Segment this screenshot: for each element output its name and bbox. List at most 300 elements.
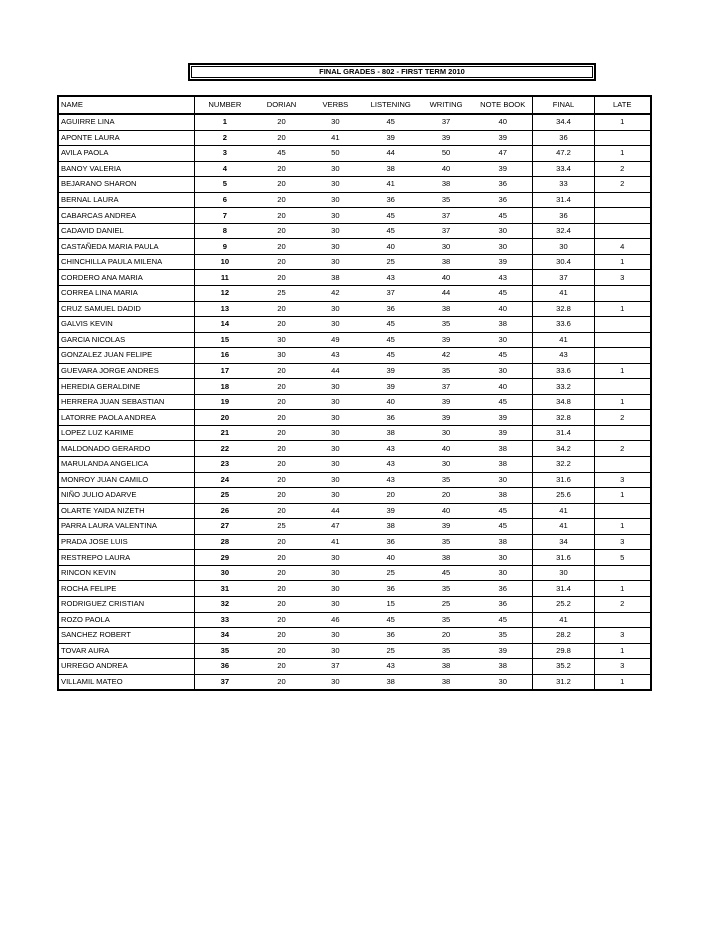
writing-score-cell: 35: [419, 581, 473, 597]
dorian-score-cell: 20: [255, 208, 309, 224]
dorian-score-cell: 20: [255, 130, 309, 146]
final-grade-cell: 31.4: [533, 581, 594, 597]
final-grade-cell: 31.6: [533, 472, 594, 488]
dorian-score-cell: 20: [255, 503, 309, 519]
listening-score-cell: 45: [362, 612, 419, 628]
final-grade-cell: 33: [533, 177, 594, 193]
student-name-cell: MONROY JUAN CAMILO: [58, 472, 195, 488]
listening-score-cell: 44: [362, 146, 419, 162]
listening-score-cell: 38: [362, 519, 419, 535]
student-number-cell: 20: [195, 410, 255, 426]
student-name-cell: CORDERO ANA MARIA: [58, 270, 195, 286]
table-row: [58, 286, 651, 302]
final-grade-cell: 36: [533, 208, 594, 224]
notebook-score-cell: 39: [473, 425, 533, 441]
table-row: [58, 254, 651, 270]
student-name-cell: RESTREPO LAURA: [58, 550, 195, 566]
late-count-cell: 3: [594, 534, 651, 550]
student-number-cell: 35: [195, 643, 255, 659]
final-grade-cell: 25.2: [533, 596, 594, 612]
table-row: [58, 332, 651, 348]
student-number-cell: 23: [195, 457, 255, 473]
late-count-cell: [594, 565, 651, 581]
student-number-cell: 24: [195, 472, 255, 488]
verbs-score-cell: 30: [308, 674, 362, 690]
listening-score-cell: 37: [362, 286, 419, 302]
student-name-cell: MARULANDA ANGELICA: [58, 457, 195, 473]
dorian-score-cell: 20: [255, 472, 309, 488]
final-grade-cell: 43: [533, 348, 594, 364]
student-name-cell: NIÑO JULIO ADARVE: [58, 488, 195, 504]
header-late: LATE: [594, 96, 651, 114]
late-count-cell: 5: [594, 550, 651, 566]
verbs-score-cell: 30: [308, 223, 362, 239]
final-grade-cell: 34.4: [533, 114, 594, 130]
final-grade-cell: 25.6: [533, 488, 594, 504]
verbs-score-cell: 30: [308, 254, 362, 270]
student-number-cell: 30: [195, 565, 255, 581]
late-count-cell: 4: [594, 239, 651, 255]
dorian-score-cell: 20: [255, 457, 309, 473]
table-row: [58, 612, 651, 628]
dorian-score-cell: 20: [255, 596, 309, 612]
final-grade-cell: 30: [533, 239, 594, 255]
verbs-score-cell: 46: [308, 612, 362, 628]
header-listening: LISTENING: [362, 96, 419, 114]
notebook-score-cell: 38: [473, 441, 533, 457]
late-count-cell: 1: [594, 674, 651, 690]
writing-score-cell: 39: [419, 130, 473, 146]
writing-score-cell: 37: [419, 223, 473, 239]
student-name-cell: ROZO PAOLA: [58, 612, 195, 628]
grades-table: [57, 95, 652, 691]
final-grade-cell: 31.6: [533, 550, 594, 566]
final-grade-cell: 41: [533, 503, 594, 519]
listening-score-cell: 43: [362, 457, 419, 473]
late-count-cell: 1: [594, 581, 651, 597]
writing-score-cell: 35: [419, 192, 473, 208]
writing-score-cell: 35: [419, 534, 473, 550]
final-grade-cell: 28.2: [533, 628, 594, 644]
writing-score-cell: 42: [419, 348, 473, 364]
listening-score-cell: 45: [362, 317, 419, 333]
table-row: [58, 410, 651, 426]
grades-body: [58, 114, 651, 690]
student-number-cell: 19: [195, 394, 255, 410]
student-name-cell: BERNAL LAURA: [58, 192, 195, 208]
writing-score-cell: 35: [419, 612, 473, 628]
grades-title: FINAL GRADES - 802 - FIRST TERM 2010: [188, 63, 596, 81]
writing-score-cell: 30: [419, 457, 473, 473]
student-name-cell: CADAVID DANIEL: [58, 223, 195, 239]
student-number-cell: 12: [195, 286, 255, 302]
late-count-cell: [594, 192, 651, 208]
table-row: [58, 596, 651, 612]
late-count-cell: 2: [594, 177, 651, 193]
verbs-score-cell: 44: [308, 503, 362, 519]
final-grade-cell: 41: [533, 286, 594, 302]
dorian-score-cell: 45: [255, 146, 309, 162]
listening-score-cell: 45: [362, 348, 419, 364]
dorian-score-cell: 20: [255, 565, 309, 581]
verbs-score-cell: 30: [308, 192, 362, 208]
student-number-cell: 9: [195, 239, 255, 255]
dorian-score-cell: 20: [255, 192, 309, 208]
student-name-cell: AGUIRRE LINA: [58, 114, 195, 130]
late-count-cell: [594, 286, 651, 302]
late-count-cell: [594, 130, 651, 146]
verbs-score-cell: 30: [308, 581, 362, 597]
listening-score-cell: 39: [362, 379, 419, 395]
table-row: [58, 348, 651, 364]
notebook-score-cell: 43: [473, 270, 533, 286]
table-row: [58, 457, 651, 473]
student-number-cell: 5: [195, 177, 255, 193]
writing-score-cell: 40: [419, 270, 473, 286]
header-verbs: VERBS: [308, 96, 362, 114]
listening-score-cell: 45: [362, 114, 419, 130]
dorian-score-cell: 20: [255, 379, 309, 395]
student-number-cell: 2: [195, 130, 255, 146]
table-row: [58, 534, 651, 550]
table-row: [58, 519, 651, 535]
listening-score-cell: 45: [362, 208, 419, 224]
table-row: [58, 441, 651, 457]
student-number-cell: 37: [195, 674, 255, 690]
table-row: [58, 565, 651, 581]
student-name-cell: PARRA LAURA VALENTINA: [58, 519, 195, 535]
notebook-score-cell: 36: [473, 596, 533, 612]
writing-score-cell: 40: [419, 441, 473, 457]
student-number-cell: 16: [195, 348, 255, 364]
final-grade-cell: 31.4: [533, 192, 594, 208]
verbs-score-cell: 42: [308, 286, 362, 302]
verbs-score-cell: 30: [308, 239, 362, 255]
notebook-score-cell: 45: [473, 208, 533, 224]
table-row: [58, 581, 651, 597]
final-grade-cell: 36: [533, 130, 594, 146]
late-count-cell: 2: [594, 161, 651, 177]
listening-score-cell: 25: [362, 254, 419, 270]
student-name-cell: LATORRE PAOLA ANDREA: [58, 410, 195, 426]
late-count-cell: 1: [594, 114, 651, 130]
verbs-score-cell: 38: [308, 270, 362, 286]
writing-score-cell: 35: [419, 472, 473, 488]
student-number-cell: 10: [195, 254, 255, 270]
dorian-score-cell: 20: [255, 441, 309, 457]
final-grade-cell: 34.8: [533, 394, 594, 410]
listening-score-cell: 38: [362, 425, 419, 441]
dorian-score-cell: 20: [255, 161, 309, 177]
late-count-cell: 3: [594, 628, 651, 644]
student-number-cell: 8: [195, 223, 255, 239]
writing-score-cell: 38: [419, 674, 473, 690]
dorian-score-cell: 20: [255, 488, 309, 504]
dorian-score-cell: 20: [255, 410, 309, 426]
writing-score-cell: 37: [419, 208, 473, 224]
student-number-cell: 4: [195, 161, 255, 177]
student-number-cell: 17: [195, 363, 255, 379]
student-name-cell: CHINCHILLA PAULA MILENA: [58, 254, 195, 270]
listening-score-cell: 20: [362, 488, 419, 504]
verbs-score-cell: 30: [308, 379, 362, 395]
listening-score-cell: 36: [362, 192, 419, 208]
late-count-cell: 2: [594, 410, 651, 426]
notebook-score-cell: 30: [473, 674, 533, 690]
student-name-cell: OLARTE YAIDA NIZETH: [58, 503, 195, 519]
final-grade-cell: 34.2: [533, 441, 594, 457]
listening-score-cell: 43: [362, 472, 419, 488]
dorian-score-cell: 20: [255, 270, 309, 286]
verbs-score-cell: 30: [308, 457, 362, 473]
writing-score-cell: 38: [419, 659, 473, 675]
final-grade-cell: 35.2: [533, 659, 594, 675]
dorian-score-cell: 20: [255, 177, 309, 193]
late-count-cell: 3: [594, 659, 651, 675]
writing-score-cell: 20: [419, 488, 473, 504]
table-row: [58, 674, 651, 690]
notebook-score-cell: 40: [473, 114, 533, 130]
final-grade-cell: 32.4: [533, 223, 594, 239]
notebook-score-cell: 45: [473, 519, 533, 535]
late-count-cell: [594, 612, 651, 628]
notebook-score-cell: 35: [473, 628, 533, 644]
final-grade-cell: 37: [533, 270, 594, 286]
table-row: [58, 223, 651, 239]
notebook-score-cell: 38: [473, 457, 533, 473]
late-count-cell: 1: [594, 488, 651, 504]
writing-score-cell: 39: [419, 332, 473, 348]
dorian-score-cell: 20: [255, 114, 309, 130]
listening-score-cell: 40: [362, 550, 419, 566]
notebook-score-cell: 47: [473, 146, 533, 162]
student-number-cell: 7: [195, 208, 255, 224]
student-name-cell: GONZALEZ JUAN FELIPE: [58, 348, 195, 364]
notebook-score-cell: 39: [473, 254, 533, 270]
verbs-score-cell: 30: [308, 394, 362, 410]
table-row: [58, 301, 651, 317]
verbs-score-cell: 30: [308, 161, 362, 177]
late-count-cell: 1: [594, 394, 651, 410]
listening-score-cell: 43: [362, 270, 419, 286]
student-number-cell: 26: [195, 503, 255, 519]
student-number-cell: 6: [195, 192, 255, 208]
listening-score-cell: 40: [362, 394, 419, 410]
listening-score-cell: 39: [362, 363, 419, 379]
student-name-cell: BANOY VALERIA: [58, 161, 195, 177]
late-count-cell: 1: [594, 643, 651, 659]
writing-score-cell: 50: [419, 146, 473, 162]
writing-score-cell: 38: [419, 550, 473, 566]
listening-score-cell: 15: [362, 596, 419, 612]
final-grade-cell: 34: [533, 534, 594, 550]
late-count-cell: [594, 317, 651, 333]
table-row: [58, 239, 651, 255]
final-grade-cell: 32.8: [533, 410, 594, 426]
header-notebook: NOTE BOOK: [473, 96, 533, 114]
student-number-cell: 11: [195, 270, 255, 286]
table-row: [58, 317, 651, 333]
listening-score-cell: 40: [362, 239, 419, 255]
table-row: [58, 394, 651, 410]
late-count-cell: 1: [594, 301, 651, 317]
writing-score-cell: 30: [419, 425, 473, 441]
late-count-cell: [594, 332, 651, 348]
notebook-score-cell: 45: [473, 286, 533, 302]
table-row: [58, 177, 651, 193]
notebook-score-cell: 40: [473, 379, 533, 395]
table-row: [58, 161, 651, 177]
header-writing: WRITING: [419, 96, 473, 114]
notebook-score-cell: 36: [473, 192, 533, 208]
student-number-cell: 25: [195, 488, 255, 504]
late-count-cell: [594, 425, 651, 441]
final-grade-cell: 33.6: [533, 317, 594, 333]
verbs-score-cell: 30: [308, 441, 362, 457]
notebook-score-cell: 30: [473, 332, 533, 348]
verbs-score-cell: 49: [308, 332, 362, 348]
dorian-score-cell: 20: [255, 425, 309, 441]
notebook-score-cell: 30: [473, 550, 533, 566]
writing-score-cell: 37: [419, 379, 473, 395]
final-grade-cell: 47.2: [533, 146, 594, 162]
final-grade-cell: 29.8: [533, 643, 594, 659]
writing-score-cell: 44: [419, 286, 473, 302]
notebook-score-cell: 36: [473, 177, 533, 193]
notebook-score-cell: 39: [473, 130, 533, 146]
student-name-cell: HERRERA JUAN SEBASTIAN: [58, 394, 195, 410]
final-grade-cell: 41: [533, 332, 594, 348]
notebook-score-cell: 38: [473, 534, 533, 550]
final-grade-cell: 41: [533, 612, 594, 628]
notebook-score-cell: 30: [473, 565, 533, 581]
listening-score-cell: 36: [362, 581, 419, 597]
writing-score-cell: 38: [419, 254, 473, 270]
final-grade-cell: 31.4: [533, 425, 594, 441]
header-row: [58, 96, 651, 114]
dorian-score-cell: 25: [255, 519, 309, 535]
student-number-cell: 27: [195, 519, 255, 535]
dorian-score-cell: 20: [255, 223, 309, 239]
header-dorian: DORIAN: [255, 96, 309, 114]
verbs-score-cell: 44: [308, 363, 362, 379]
writing-score-cell: 35: [419, 363, 473, 379]
table-row: [58, 192, 651, 208]
student-number-cell: 32: [195, 596, 255, 612]
late-count-cell: [594, 457, 651, 473]
dorian-score-cell: 20: [255, 581, 309, 597]
verbs-score-cell: 50: [308, 146, 362, 162]
final-grade-cell: 30.4: [533, 254, 594, 270]
verbs-score-cell: 30: [308, 410, 362, 426]
dorian-score-cell: 20: [255, 612, 309, 628]
writing-score-cell: 38: [419, 301, 473, 317]
dorian-score-cell: 20: [255, 674, 309, 690]
verbs-score-cell: 43: [308, 348, 362, 364]
student-name-cell: TOVAR AURA: [58, 643, 195, 659]
writing-score-cell: 40: [419, 161, 473, 177]
notebook-score-cell: 30: [473, 223, 533, 239]
verbs-score-cell: 30: [308, 628, 362, 644]
writing-score-cell: 35: [419, 643, 473, 659]
verbs-score-cell: 30: [308, 317, 362, 333]
dorian-score-cell: 20: [255, 659, 309, 675]
dorian-score-cell: 25: [255, 286, 309, 302]
late-count-cell: 3: [594, 270, 651, 286]
late-count-cell: [594, 223, 651, 239]
late-count-cell: 2: [594, 596, 651, 612]
student-name-cell: URREGO ANDREA: [58, 659, 195, 675]
student-name-cell: HEREDIA GERALDINE: [58, 379, 195, 395]
verbs-score-cell: 41: [308, 534, 362, 550]
dorian-score-cell: 20: [255, 254, 309, 270]
notebook-score-cell: 39: [473, 410, 533, 426]
notebook-score-cell: 38: [473, 488, 533, 504]
late-count-cell: 1: [594, 146, 651, 162]
notebook-score-cell: 30: [473, 472, 533, 488]
dorian-score-cell: 20: [255, 301, 309, 317]
student-number-cell: 15: [195, 332, 255, 348]
late-count-cell: 1: [594, 254, 651, 270]
verbs-score-cell: 30: [308, 550, 362, 566]
verbs-score-cell: 30: [308, 596, 362, 612]
student-number-cell: 28: [195, 534, 255, 550]
late-count-cell: 3: [594, 472, 651, 488]
table-row: [58, 146, 651, 162]
writing-score-cell: 40: [419, 503, 473, 519]
table-row: [58, 643, 651, 659]
student-name-cell: CORREA LINA MARIA: [58, 286, 195, 302]
student-name-cell: CRUZ SAMUEL DADID: [58, 301, 195, 317]
student-name-cell: LOPEZ LUZ KARIME: [58, 425, 195, 441]
final-grade-cell: 30: [533, 565, 594, 581]
student-number-cell: 22: [195, 441, 255, 457]
student-name-cell: ROCHA FELIPE: [58, 581, 195, 597]
verbs-score-cell: 30: [308, 208, 362, 224]
listening-score-cell: 45: [362, 223, 419, 239]
listening-score-cell: 43: [362, 441, 419, 457]
verbs-score-cell: 47: [308, 519, 362, 535]
dorian-score-cell: 20: [255, 363, 309, 379]
writing-score-cell: 37: [419, 114, 473, 130]
student-number-cell: 36: [195, 659, 255, 675]
verbs-score-cell: 41: [308, 130, 362, 146]
table-row: [58, 425, 651, 441]
late-count-cell: [594, 503, 651, 519]
late-count-cell: [594, 208, 651, 224]
dorian-score-cell: 20: [255, 643, 309, 659]
student-name-cell: RINCON KEVIN: [58, 565, 195, 581]
dorian-score-cell: 20: [255, 628, 309, 644]
listening-score-cell: 39: [362, 503, 419, 519]
writing-score-cell: 25: [419, 596, 473, 612]
late-count-cell: [594, 379, 651, 395]
dorian-score-cell: 30: [255, 332, 309, 348]
final-grade-cell: 41: [533, 519, 594, 535]
listening-score-cell: 38: [362, 674, 419, 690]
listening-score-cell: 45: [362, 332, 419, 348]
student-name-cell: AVILA PAOLA: [58, 146, 195, 162]
student-name-cell: RODRIGUEZ CRISTIAN: [58, 596, 195, 612]
student-number-cell: 18: [195, 379, 255, 395]
dorian-score-cell: 20: [255, 534, 309, 550]
student-name-cell: CABARCAS ANDREA: [58, 208, 195, 224]
writing-score-cell: 39: [419, 519, 473, 535]
final-grade-cell: 32.8: [533, 301, 594, 317]
student-number-cell: 33: [195, 612, 255, 628]
header-name: NAME: [58, 96, 195, 114]
final-grade-cell: 33.6: [533, 363, 594, 379]
